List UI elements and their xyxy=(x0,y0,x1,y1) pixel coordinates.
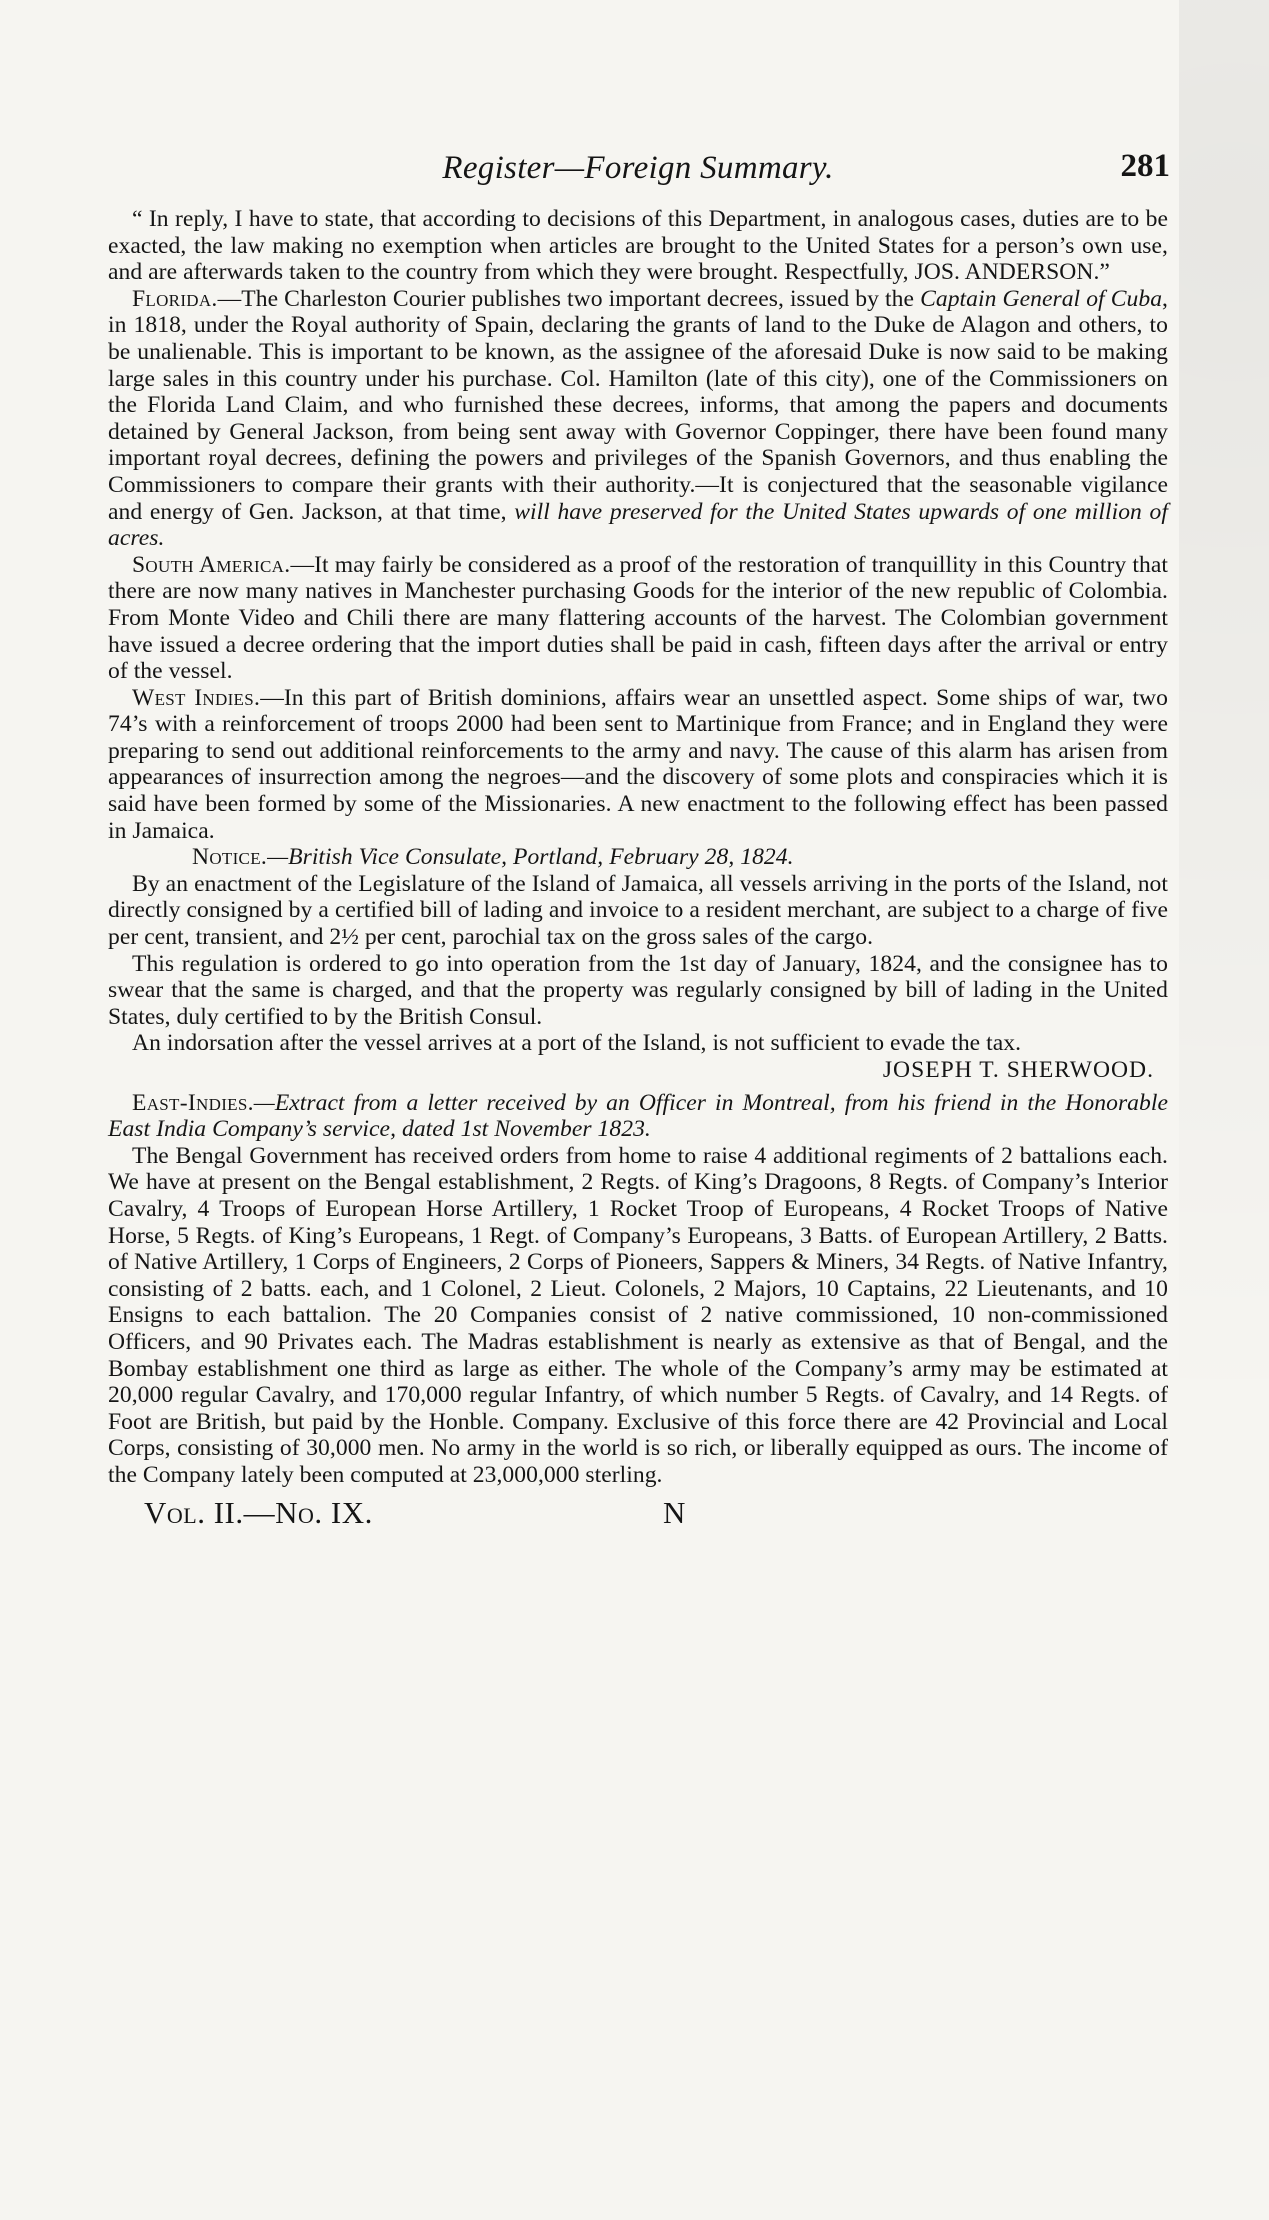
body-text xyxy=(108,206,1168,1489)
florida-paragraph xyxy=(108,286,1168,552)
east-indies-paragraph: The Bengal Government has received orders from home to raise 4 additional regiments of 2 battalions each. We have at present on the Bengal establishment, 2 Regts. of King’s Dragoons, 8 Regts. of Company’s Interior Cavalry, 4 Troops of European Horse Artillery, 1 Rocket Troop of Europeans, 4 Rocket Troops of Native Horse, 5 Regts. of King’s Europeans, 1 Regt. of Company’s Europeans, 3 Batts. of European Artillery, 2 Batts. of Native Artillery, 1 Corps of Engineers, 2 Corps of Pioneers, Sappers & Miners, 34 Regts. of Native Infantry, consisting of 2 batts. each, and 1 Colonel, 2 Lieut. Colonels, 2 Majors, 10 Captains, 22 Lieutenants, and 10 Ensigns to each battalion. The 20 Companies consist of 2 native commissioned, 10 non-commissioned Officers, and 90 Privates each. The Madras establishment is nearly as extensive as that of Bengal, and the Bombay establishment one third as large as either. The whole of the Company’s army may be estimated at 20,000 regular Cavalry, and 170,000 regular Infantry, of which number 5 Regts. of Cavalry, and 14 Regts. of Foot are British, but paid by the Honble. Company. Exclusive of this force there are 42 Provincial and Local Corps, consisting of 30,000 men. No army in the world is so rich, or liberally equipped as ours. The income of the Company lately been computed at 23,000,000 sterling. xyxy=(108,1142,1168,1488)
notice-dateline: —British Vice Consulate, Portland, February 28, 1824. xyxy=(267,844,794,871)
south-america-text: —It may fairly be considered as a proof of the restoration of tranquillity in this Country that there are now many natives in Manchester purchasing Goods for the interior of the new republic of Colombia. From Monte Video and Chili there are many flattering accounts of the harvest. The Colombian government have issued a decree ordering that the import duties shall be paid in cash, fifteen days after the arrival or entry of the vessel. xyxy=(108,551,1168,685)
notice-label: Notice. xyxy=(192,844,268,871)
east-indies-extract: —Extract from a letter received by an Officer in Montreal, from his friend in the Honorable East India Company’s service, dated 1st November 1823. xyxy=(108,1089,1168,1143)
florida-text-d: will have preserved for the United States upwards of one million of acres. xyxy=(108,498,1168,552)
notice-paragraph-2: This regulation is ordered to go into operation from the 1st day of January, 1824, and the consignee has to swear that the same is charged, and that the property was regularly consigned by bill of lading in the United States, duly certified to by the British Consul. xyxy=(108,950,1168,1030)
volume-number: Vol. II.—No. IX. xyxy=(144,1494,373,1530)
page-footer xyxy=(108,1493,1168,1537)
florida-text-b: Captain General of Cuba xyxy=(920,285,1163,312)
east-indies-heading xyxy=(108,1090,1168,1143)
florida-text-a: —The Charleston Courier publishes two important decrees, issued by the xyxy=(217,285,921,312)
south-america-paragraph xyxy=(108,552,1168,685)
document-page xyxy=(108,150,1168,1537)
notice-signature: JOSEPH T. SHERWOOD. xyxy=(882,1057,1154,1083)
west-indies-label: West Indies. xyxy=(132,684,261,711)
florida-label: Florida. xyxy=(132,285,218,312)
signature-mark: N xyxy=(663,1494,686,1530)
page-number: 281 xyxy=(1120,148,1170,184)
page-edge-shading xyxy=(1179,0,1269,2220)
south-america-label: South America. xyxy=(132,551,291,578)
west-indies-paragraph xyxy=(108,685,1168,845)
florida-text-c: , in 1818, under the Royal authority of Spain, declaring the grants of land to the Duke de Alagon and others, to be unalienable. This is important to be known, as the assignee of the aforesaid Duke is now said to be making large sales in this country under his purchase. Col. Hamilton (late of this city), one of the Commissioners on the Florida Land Claim, and who furnished these decrees, informs, that among the papers and documents detained by General Jackson, from being sent away with Governor Coppinger, there have been found many important royal decrees, defining the powers and privileges of the Spanish Governors, and thus enabling the Commissioners to compare their grants with their authority.—It is conjectured that the seasonable vigilance and energy of Gen. Jackson, at that time, xyxy=(108,285,1168,525)
anderson-letter-closing: “ In reply, I have to state, that according to decisions of this Department, in analogous cases, duties are to be exacted, the law making no exemption when articles are brought to the United States for a person’s own use, and are afterwards taken to the country from which they were brought. Respectfully, JOS. ANDERSON.” xyxy=(108,206,1168,286)
west-indies-text: —In this part of British dominions, affairs wear an unsettled aspect. Some ships of war, two 74’s with a reinforcement of troops 2000 had been sent to Martinique from France; and in England they were preparing to send out additional reinforcements to the army and navy. The cause of this alarm has arisen from appearances of insurrection among the negroes—and the discovery of some plots and conspiracies which it is said have been formed by some of the Missionaries. A new enactment to the following effect has been passed in Jamaica. xyxy=(108,684,1168,844)
notice-paragraph-1: By an enactment of the Legislature of the Island of Jamaica, all vessels arriving in the ports of the Island, not directly consigned by a certified bill of lading and invoice to a resident merchant, are subject to a charge of five per cent, transient, and 2½ per cent, parochial tax on the gross sales of the cargo. xyxy=(108,870,1168,951)
notice-paragraph-3: An indorsation after the vessel arrives at a port of the Island, is not sufficient to evade the tax. xyxy=(132,1030,1022,1057)
notice-heading xyxy=(108,844,1168,871)
east-indies-label: East-Indies. xyxy=(132,1089,254,1116)
page-header xyxy=(108,150,1168,206)
running-head: Register—Foreign Summary. xyxy=(442,150,834,186)
